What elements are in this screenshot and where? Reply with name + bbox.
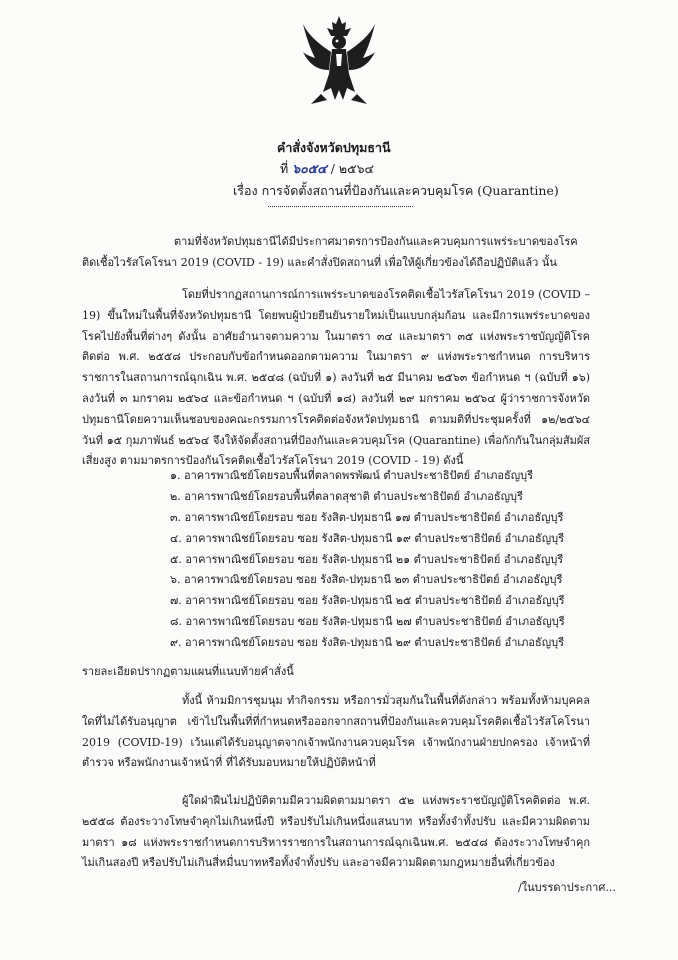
quarantine-location-list: [170, 466, 565, 654]
paragraph-preamble: ตามที่จังหวัดปทุมธานีได้มีประกาศมาตรการป้องกันและควบคุมการแพร่ระบาดของโรคติดเชื้อไวรัสโคโรนา 2019 (COVID - 19) และคำสั่งปิดสถานที่ เพื่อให้ผู้เกี่ยวข้องได้ถือปฏิบัติแล้ว นั้น: [82, 235, 578, 269]
list-item: ๓. อาคารพาณิชย์โดยรอบ ซอย รังสิต-ปทุมธานี ๑๗ ตำบลประชาธิปัตย์ อำเภอธัญบุรี: [170, 510, 564, 524]
continuation-note: /ในบรรดาประกาศ...: [518, 881, 616, 894]
list-item: ๕. อาคารพาณิชย์โดยรอบ ซอย รังสิต-ปทุมธานี ๒๑ ตำบลประชาธิปัตย์ อำเภอธัญบุรี: [170, 552, 564, 566]
paragraph-penalty: ผู้ใดฝ่าฝืนไม่ปฏิบัติตามมีความผิดตามมาตรา ๕๒ แห่งพระราชบัญญัติโรคติดต่อ พ.ศ. ๒๕๕๘ ต้องระวางโทษจำคุกไม่เกินหนึ่งปี หรือปรับไม่เกินหนึ่งแสนบาท หรือทั้งจำทั้งปรับ และมีความผิดตามมาตรา ๑๘ แห่งพระราชกำหนดการบริหารราชการในสถานการณ์ฉุกเฉินพ.ศ. ๒๕๔๘ ต้องระวางโทษจำคุกไม่เกินสองปี หรือปรับไม่เกินสี่หมื่นบาทหรือทั้งจำทั้งปรับ และอาจมีความผิดตามกฎหมายอื่นที่เกี่ยวข้อง: [82, 794, 590, 870]
list-item: ๔. อาคารพาณิชย์โดยรอบ ซอย รังสิต-ปทุมธานี ๑๙ ตำบลประชาธิปัตย์ อำเภอธัญบุรี: [170, 531, 565, 545]
list-item: ๗. อาคารพาณิชย์โดยรอบ ซอย รังสิต-ปทุมธานี ๒๕ ตำบลประชาธิปัตย์ อำเภอธัญบุรี: [170, 594, 565, 608]
order-number-handwritten: ๖๐๕๔: [292, 161, 327, 176]
order-subject: เรื่อง การจัดตั้งสถานที่ป้องกันและควบคุมโรค (Quarantine): [233, 183, 559, 198]
divider: [268, 206, 413, 207]
order-number-prefix: ที่: [280, 161, 289, 176]
paragraph-authority: โดยที่ปรากฏสถานการณ์การแพร่ระบาดของโรคติดเชื้อไวรัสโคโรนา 2019 (COVID – 19) ขึ้นใหม่ในพื้นที่จังหวัดปทุมธานี โดยพบผู้ป่วยยืนยันรายใหม่เป็นแบบกลุ่มก้อน และมีการแพร่ระบาดของโรคไปยังพื้นที่ต่างๆ ดังนั้น อาศัยอำนาจตามความ ในมาตรา ๓๔ และมาตรา ๓๕ แห่งพระราชบัญญัติโรคติดต่อ พ.ศ. ๒๕๕๘ ประกอบกับข้อกำหนดออกตามความ ในมาตรา ๙ แห่งพระราชกำหนด การบริหารราชการในสถานการณ์ฉุกเฉิน พ.ศ. ๒๕๔๘ (ฉบับที่ ๑) ลงวันที่ ๒๕ มีนาคม ๒๕๖๓ ข้อกำหนด ฯ (ฉบับที่ ๑๖) ลงวันที่ ๓ มกราคม ๒๕๖๔ และข้อกำหนด ฯ (ฉบับที่ ๑๘) ลงวันที่ ๒๙ มกราคม ๒๕๖๔ ผู้ว่าราชการจังหวัดปทุมธานีโดยความเห็นชอบของคณะกรรมการโรคติดต่อจังหวัดปทุมธานี ตามมติที่ประชุมครั้งที่ ๑๒/๒๕๖๔ วันที่ ๑๕ กุมภาพันธ์ ๒๕๖๔ จึงให้จัดตั้งสถานที่ป้องกันและควบคุมโรค (Quarantine) เพื่อกักกันในกลุ่มสัมผัสเสี่ยงสูง ตามมาตรการป้องกันโรคติดเชื้อไวรัสโคโรนา 2019 (COVID - 19) ดังนี้: [82, 288, 590, 468]
order-number-year: / ๒๕๖๔: [330, 161, 374, 176]
order-title: คำสั่งจังหวัดปทุมธานี: [277, 140, 391, 155]
garuda-emblem-icon: [301, 14, 377, 106]
list-item: ๑. อาคารพาณิชย์โดยรอบพื้นที่ตลาดพรพัฒน์ ตำบลประชาธิปัตย์ อำเภอธัญบุรี: [170, 469, 533, 482]
list-item: ๘. อาคารพาณิชย์โดยรอบ ซอย รังสิต-ปทุมธานี ๒๗ ตำบลประชาธิปัตย์ อำเภอธัญบุรี: [170, 615, 565, 629]
list-item: ๖. อาคารพาณิชย์โดยรอบ ซอย รังสิต-ปทุมธานี ๒๓ ตำบลประชาธิปัตย์ อำเภอธัญบุรี: [170, 573, 563, 587]
list-item: ๒. อาคารพาณิชย์โดยรอบพื้นที่ตลาดสุชาติ ตำบลประชาธิปัตย์ อำเภอธัญบุรี: [170, 489, 523, 503]
paragraph-prohibition: ทั้งนี้ ห้ามมิการชุมนุม ทำกิจกรรม หรือการมั่วสุมกันในพื้นที่ดังกล่าว พร้อมทั้งห้ามบุคคลใดที่ไม่ได้รับอนุญาต เข้าไปในพื้นที่ที่กำหนดหรือออกจากสถานที่ป้องกันและควบคุมโรคติดเชื้อไวรัสโคโรนา 2019 (COVID-19) เว้นแต่ได้รับอนุญาตจากเจ้าพนักงานควบคุมโรค เจ้าพนักงานฝ่ายปกครอง เจ้าหน้าที่ตำรวจ หรือพนักงานเจ้าหน้าที่ ที่ได้รับมอบหมายให้ปฏิบัติหน้าที่: [82, 694, 590, 770]
paragraph-map-note: รายละเอียดปรากฏตามแผนที่แนบท้ายคำสั่งนี้: [82, 665, 294, 678]
list-item: ๙. อาคารพาณิชย์โดยรอบ ซอย รังสิต-ปทุมธานี ๒๙ ตำบลประชาธิปัตย์ อำเภอธัญบุรี: [170, 636, 565, 650]
order-number: [280, 161, 374, 177]
